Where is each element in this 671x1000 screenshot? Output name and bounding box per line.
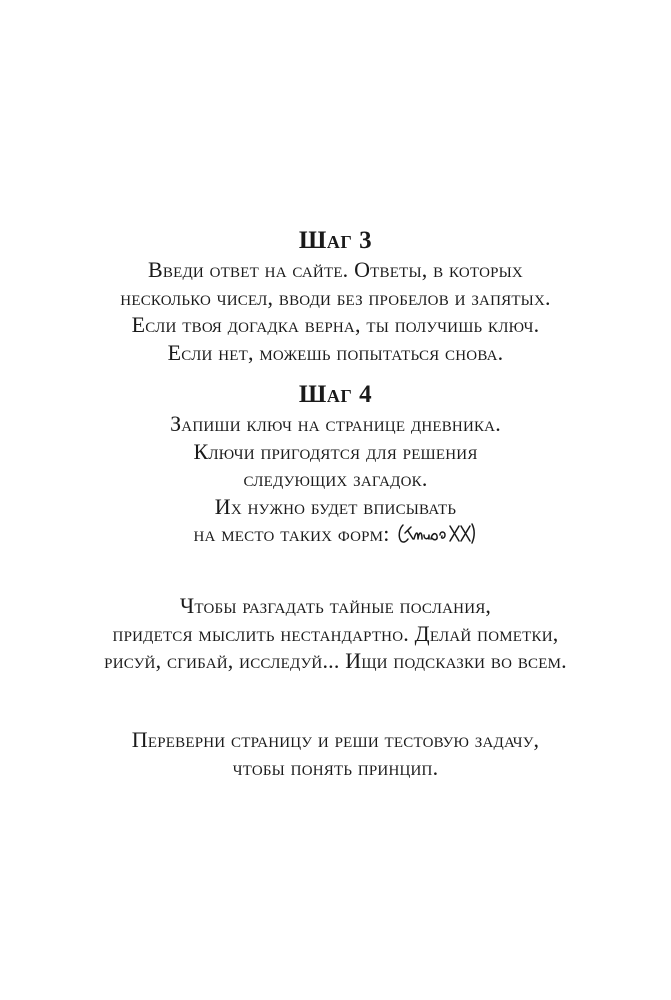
step-4-line: Их нужно будет вписывать (214, 493, 457, 519)
step-4-last-line (0, 520, 671, 548)
step-3-section (0, 226, 671, 366)
step-4-line: на место таких форм: (193, 521, 390, 546)
step-3-heading: Шаг 3 (298, 227, 373, 254)
step-3-line: несколько чисел, вводи без пробелов и запятых. (120, 284, 551, 310)
step-4-section (0, 380, 671, 548)
closing-line: чтобы понять принцип. (232, 754, 439, 780)
step-4-line: следующих загадок. (243, 466, 428, 491)
closing-line: Переверни страницу и реши тестовую задачу, (131, 727, 540, 752)
step-3-line: Введи ответ на сайте. Ответы, в которых (148, 257, 523, 282)
closing-paragraph (0, 726, 671, 781)
tips-line: Чтобы разгадать тайные послания, (179, 593, 492, 618)
tips-paragraph (0, 592, 671, 675)
tips-line: рисуй, сгибай, исследуй... Ищи подсказки во всем. (104, 648, 567, 673)
step-4-line: Запиши ключ на странице дневника. (170, 411, 501, 436)
handwritten-key-form-icon (396, 521, 478, 545)
tips-line: придется мыслить нестандартно. Делай пометки, (112, 620, 559, 646)
step-3-line: Если твоя догадка верна, ты получишь ключ. (131, 312, 540, 337)
step-3-line: Если нет, можешь попытаться снова. (167, 339, 504, 365)
step-4-line: Ключи пригодятся для решения (193, 438, 478, 464)
step-4-heading: Шаг 4 (298, 381, 373, 408)
